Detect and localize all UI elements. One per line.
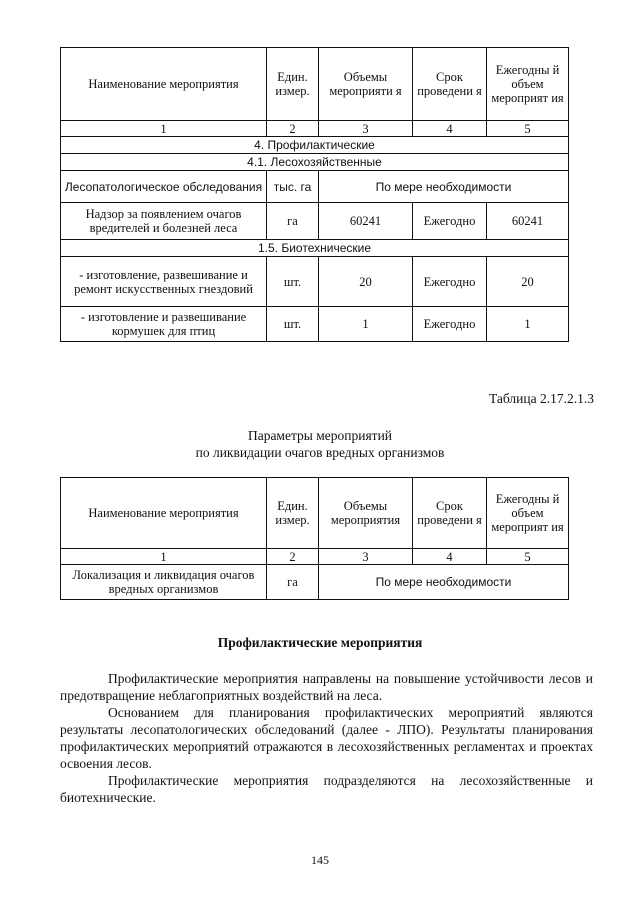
column-number: 4 [413,549,487,565]
column-number: 5 [487,121,569,137]
annual-cell: 1 [487,307,569,342]
merged-cell: По мере необходимости [319,565,569,600]
column-number-row [61,549,569,565]
measure-name: - изготовление и развешивание кормушек для птиц [61,307,267,342]
table-row [61,257,569,307]
subsection-row [61,154,569,171]
paragraph: Профилактические мероприятия подразделяются на лесохозяйственные и биотехнические. [60,773,593,805]
subsection-row [61,240,569,257]
unit-cell: тыс. га [267,171,319,203]
column-number-row [61,121,569,137]
term-cell: Ежегодно [413,203,487,240]
header-cell: Объемы мероприятия [319,478,413,549]
table-number: Таблица 2.17.2.1.3 [489,391,594,406]
annual-cell: 20 [487,257,569,307]
table-header-row [61,478,569,549]
table-row [61,203,569,240]
merged-cell: По мере необходимости [319,171,569,203]
header-cell: Наименование мероприятия [61,478,267,549]
table-header-row [61,48,569,121]
body-text [60,670,593,806]
section-title: 4. Профилактические [61,137,569,154]
subsection-title: 4.1. Лесохозяйственные [61,154,569,171]
elimination-table [60,477,569,600]
annual-cell: 60241 [487,203,569,240]
column-number: 2 [267,121,319,137]
header-cell: Срок проведени я [413,48,487,121]
subsection-title: 1.5. Биотехнические [61,240,569,257]
header-cell: Наименование мероприятия [61,48,267,121]
volume-cell: 60241 [319,203,413,240]
section-heading: Профилактические мероприятия [217,635,423,650]
table-title-line1: Параметры мероприятий [247,428,393,443]
term-cell: Ежегодно [413,307,487,342]
column-number: 3 [319,121,413,137]
column-number: 1 [61,549,267,565]
unit-cell: шт. [267,307,319,342]
column-number: 3 [319,549,413,565]
volume-cell: 20 [319,257,413,307]
volume-cell: 1 [319,307,413,342]
measure-name: Локализация и ликвидация очагов вредных организмов [61,565,267,600]
unit-cell: га [267,565,319,600]
measure-name: Надзор за появлением очагов вредителей и болезней леса [61,203,267,240]
paragraph: Профилактические мероприятия направлены на повышение устойчивости лесов и предотвращение неблагоприятных воздействий на леса. [60,671,593,703]
measure-name: Лесопатологическое обследования [61,171,267,203]
table-title-line2: по ликвидации очагов вредных организмов [195,445,445,460]
header-cell: Един. измер. [267,478,319,549]
table-row [61,565,569,600]
section-row [61,137,569,154]
header-cell: Срок проведени я [413,478,487,549]
column-number: 2 [267,549,319,565]
table-row [61,307,569,342]
header-cell: Объемы мероприяти я [319,48,413,121]
column-number: 5 [487,549,569,565]
page-number: 145 [311,853,329,867]
header-cell: Ежегодны й объем мероприят ия [487,478,569,549]
table-row [61,171,569,203]
unit-cell: га [267,203,319,240]
header-cell: Ежегодны й объем мероприят ия [487,48,569,121]
measure-name: - изготовление, развешивание и ремонт искусственных гнездовий [61,257,267,307]
column-number: 1 [61,121,267,137]
paragraph: Основанием для планирования профилактических мероприятий являются результаты лесопатологических обследований (далее - ЛПО). Результаты планирования профилактических мероприятий отражаются в лесохозяйственных регламентах и проектах освоения лесов. [60,705,593,771]
term-cell: Ежегодно [413,257,487,307]
unit-cell: шт. [267,257,319,307]
header-cell: Един. измер. [267,48,319,121]
measures-table [60,47,569,342]
column-number: 4 [413,121,487,137]
